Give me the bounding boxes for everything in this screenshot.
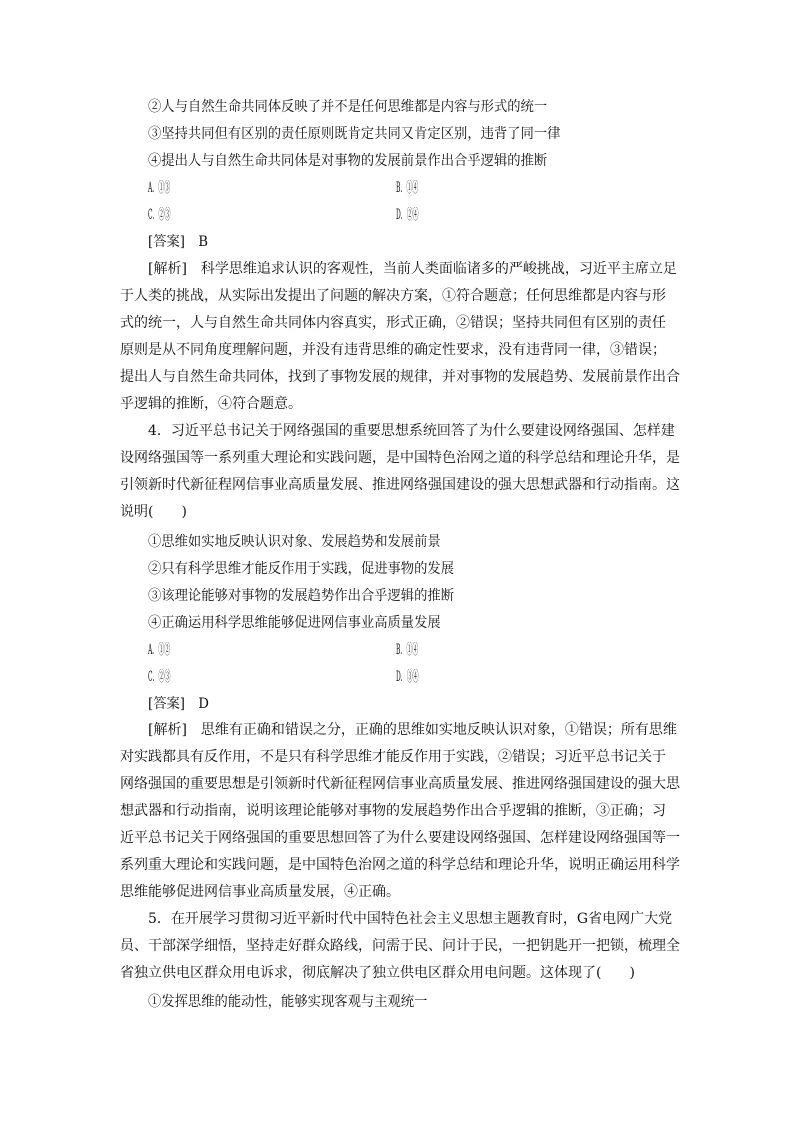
q3-analysis-line: 式的统一，人与自然生命共同体内容真实，形式正确，②错误；坚持共同但有区别的责任 xyxy=(120,315,666,331)
q3-option-c: C．②③ xyxy=(148,207,171,223)
q4-analysis-line: 对实践都具有反作用，不是只有科学思维才能反作用于实践，②错误；习近平总书记关于 xyxy=(120,749,666,765)
q3-analysis-line: 原则是从不同角度理解问题，并没有违背思维的确定性要求，没有违背同一律，③错误； xyxy=(120,342,666,358)
q4-analysis-line: [解析] 思维有正确和错误之分，正确的思维如实地反映认识对象，①错误；所有思维 xyxy=(148,722,677,738)
q4-analysis-line: 系列重大理论和实践问题，是中国特色治网之道的科学总结和理论升华，说明正确运用科学 xyxy=(120,857,680,873)
q3-item-4: ④提出人与自然生命共同体是对事物的发展前景作出合乎逻辑的推断 xyxy=(148,153,548,169)
q4-item-4: ④正确运用科学思维能够促进网信事业高质量发展 xyxy=(148,615,441,631)
q3-analysis-line: 于人类的挑战，从实际出发提出了问题的解决方案，①符合题意；任何思维都是内容与形 xyxy=(120,288,666,304)
q3-analysis-line: 提出人与自然生命共同体，找到了事物发展的规律，并对事物的发展趋势、发展前景作出合 xyxy=(120,369,680,385)
q4-item-3: ③该理论能够对事物的发展趋势作出合乎逻辑的推断 xyxy=(148,588,455,604)
q5-stem-line: 员、干部深学细悟，坚持走好群众路线，问需于民、问计于民，一把钥匙开一把锁，梳理全 xyxy=(120,938,680,954)
q4-option-b: B．①④ xyxy=(396,642,419,658)
q5-stem-line: 省独立供电区群众用电诉求，彻底解决了独立供电区群众用电问题。这体现了( ) xyxy=(120,965,635,981)
q4-stem-line: 引领新时代新征程网信事业高质量发展、推进网络强国建设的强大思想武器和行动指南。这 xyxy=(120,477,680,493)
q4-answer: [答案] D xyxy=(148,696,209,712)
q4-option-a: A．①② xyxy=(148,642,171,658)
q3-item-2: ②人与自然生命共同体反映了并不是任何思维都是内容与形式的统一 xyxy=(148,99,548,115)
q4-option-d: D．③④ xyxy=(396,669,419,685)
q5-item-1: ①发挥思维的能动性，能够实现客观与主观统一 xyxy=(148,994,428,1010)
q3-analysis xyxy=(120,256,685,418)
q4-stem-line: 说明( ) xyxy=(120,504,187,520)
q4-analysis-line: 网络强国的重要思想是引领新时代新征程网信事业高质量发展、推进网络强国建设的强大思 xyxy=(120,776,680,792)
q3-item-3: ③坚持共同但有区别的责任原则既肯定共同又肯定区别，违背了同一律 xyxy=(148,126,561,142)
q4-stem-line: 设网络强国等一系列重大理论和实践问题，是中国特色治网之道的科学总结和理论升华，是 xyxy=(120,450,680,466)
q3-analysis-line: [解析] 科学思维追求认识的客观性，当前人类面临诸多的严峻挑战，习近平主席立足 xyxy=(148,261,677,277)
q4-analysis-line: 思维能够促进网信事业高质量发展，④正确。 xyxy=(120,884,400,900)
q3-option-b: B．①④ xyxy=(396,180,419,196)
q4-stem-line: 4．习近平总书记关于网络强国的重要思想系统回答了为什么要建设网络强国、怎样建 xyxy=(148,423,675,439)
q4-analysis-line: 想武器和行动指南，说明该理论能够对事物的发展趋势作出合乎逻辑的推断，③正确；习 xyxy=(120,803,666,819)
q4-analysis-line: 近平总书记关于网络强国的重要思想回答了为什么要建设网络强国、怎样建设网络强国等一 xyxy=(120,830,680,846)
q3-answer: [答案] B xyxy=(148,234,209,250)
q3-analysis-line: 乎逻辑的推断，④符合题意。 xyxy=(120,396,302,412)
q4-item-1: ①思维如实地反映认识对象、发展趋势和发展前景 xyxy=(148,534,441,550)
q4-option-c: C．②③ xyxy=(148,669,171,685)
q3-option-a: A．①③ xyxy=(148,180,171,196)
q4-stem xyxy=(120,418,685,526)
q3-option-d: D．②④ xyxy=(396,207,419,223)
q4-item-2: ②只有科学思维才能反作用于实践，促进事物的发展 xyxy=(148,561,455,577)
q4-analysis xyxy=(120,717,685,906)
q5-stem xyxy=(120,906,685,987)
q5-stem-line: 5．在开展学习贯彻习近平新时代中国特色社会主义思想主题教育时，G省电网广大党 xyxy=(148,911,673,927)
